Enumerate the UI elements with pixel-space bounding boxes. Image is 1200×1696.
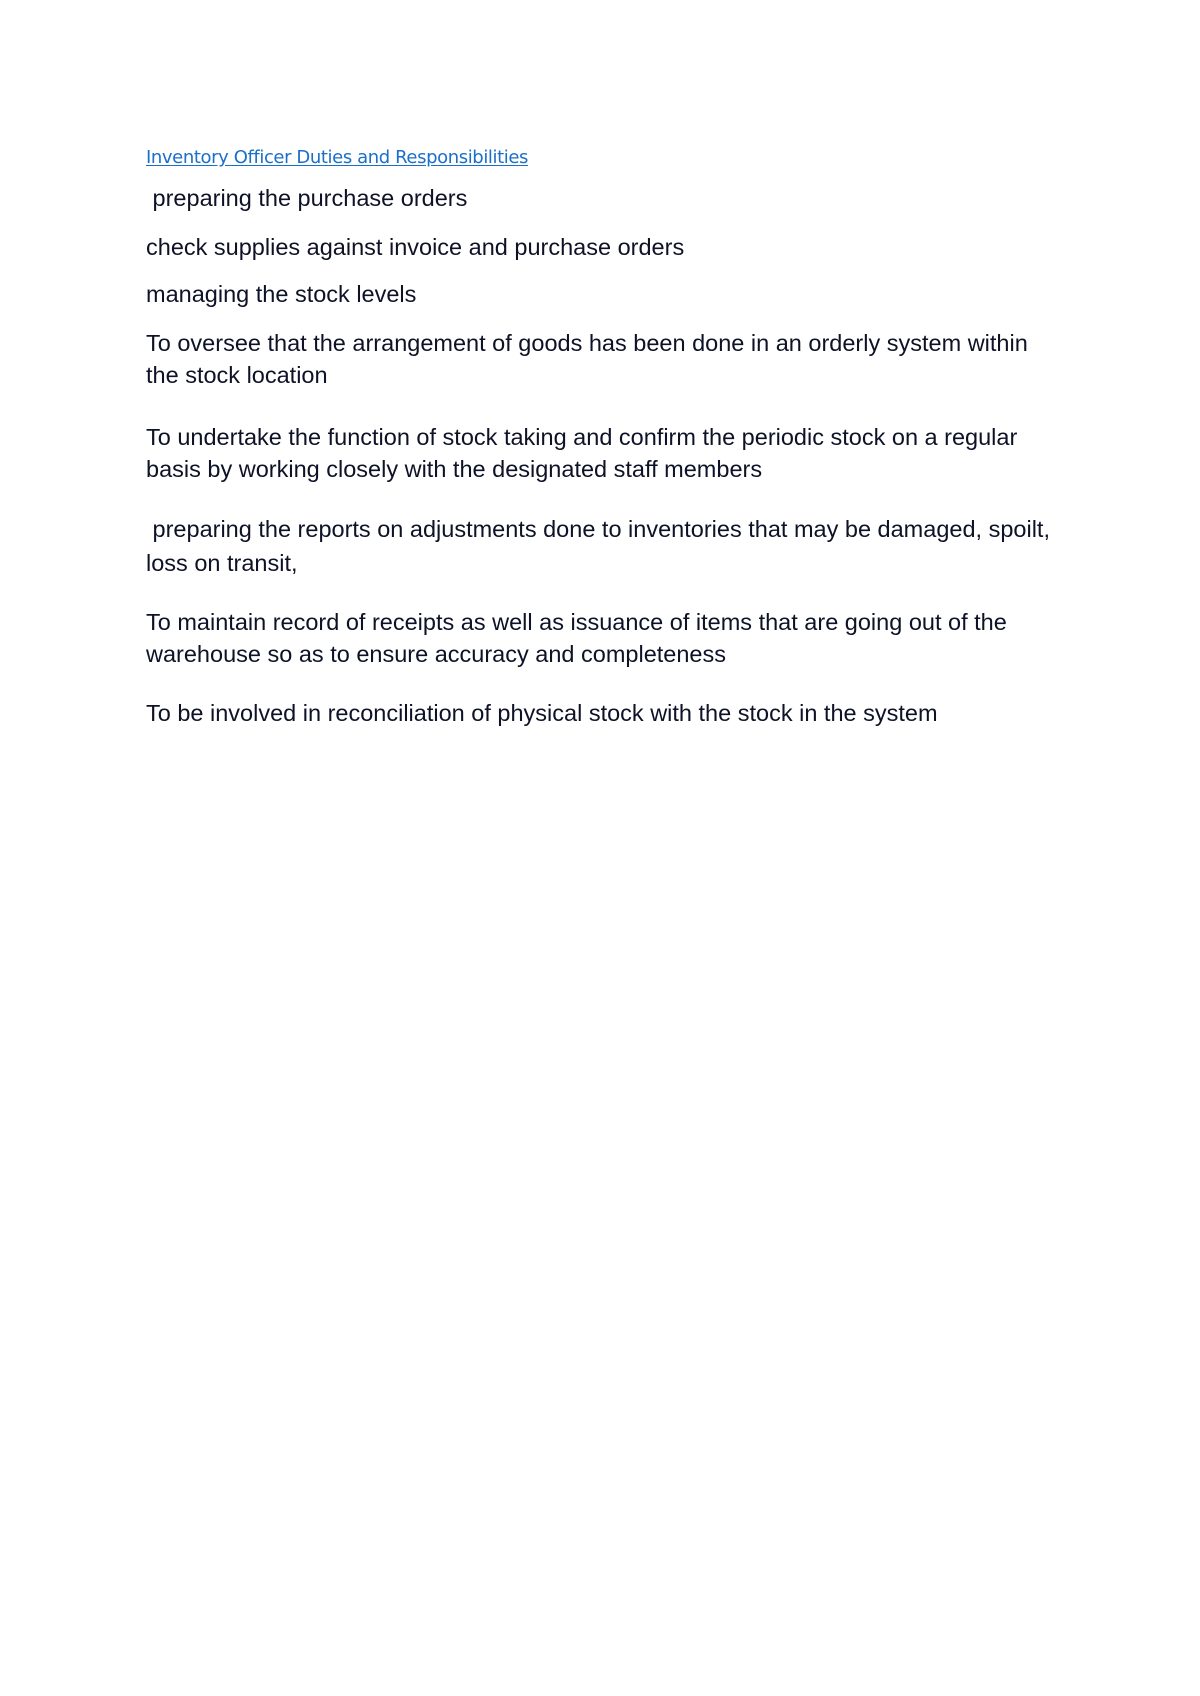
duty-item: preparing the reports on adjustments done to inventories that may be damaged, spoilt, loss on transit,	[146, 516, 1057, 576]
duty-item: To be involved in reconciliation of physical stock with the stock in the system	[146, 700, 938, 726]
duty-item: To maintain record of receipts as well as issuance of items that are going out of the warehouse so as to ensure accuracy and completeness	[146, 609, 1014, 667]
duty-item: preparing the purchase orders	[146, 185, 468, 211]
duty-item: managing the stock levels	[146, 281, 417, 307]
heading-link[interactable]: Inventory Officer Duties and Responsibilities	[146, 147, 529, 168]
duty-item: To oversee that the arrangement of goods has been done in an orderly system within the stock location	[146, 330, 1035, 388]
duty-item: check supplies against invoice and purchase orders	[146, 234, 685, 260]
duty-item: To undertake the function of stock taking and confirm the periodic stock on a regular basis by working closely with the designated staff members	[146, 424, 1024, 482]
document-body	[146, 147, 1066, 729]
